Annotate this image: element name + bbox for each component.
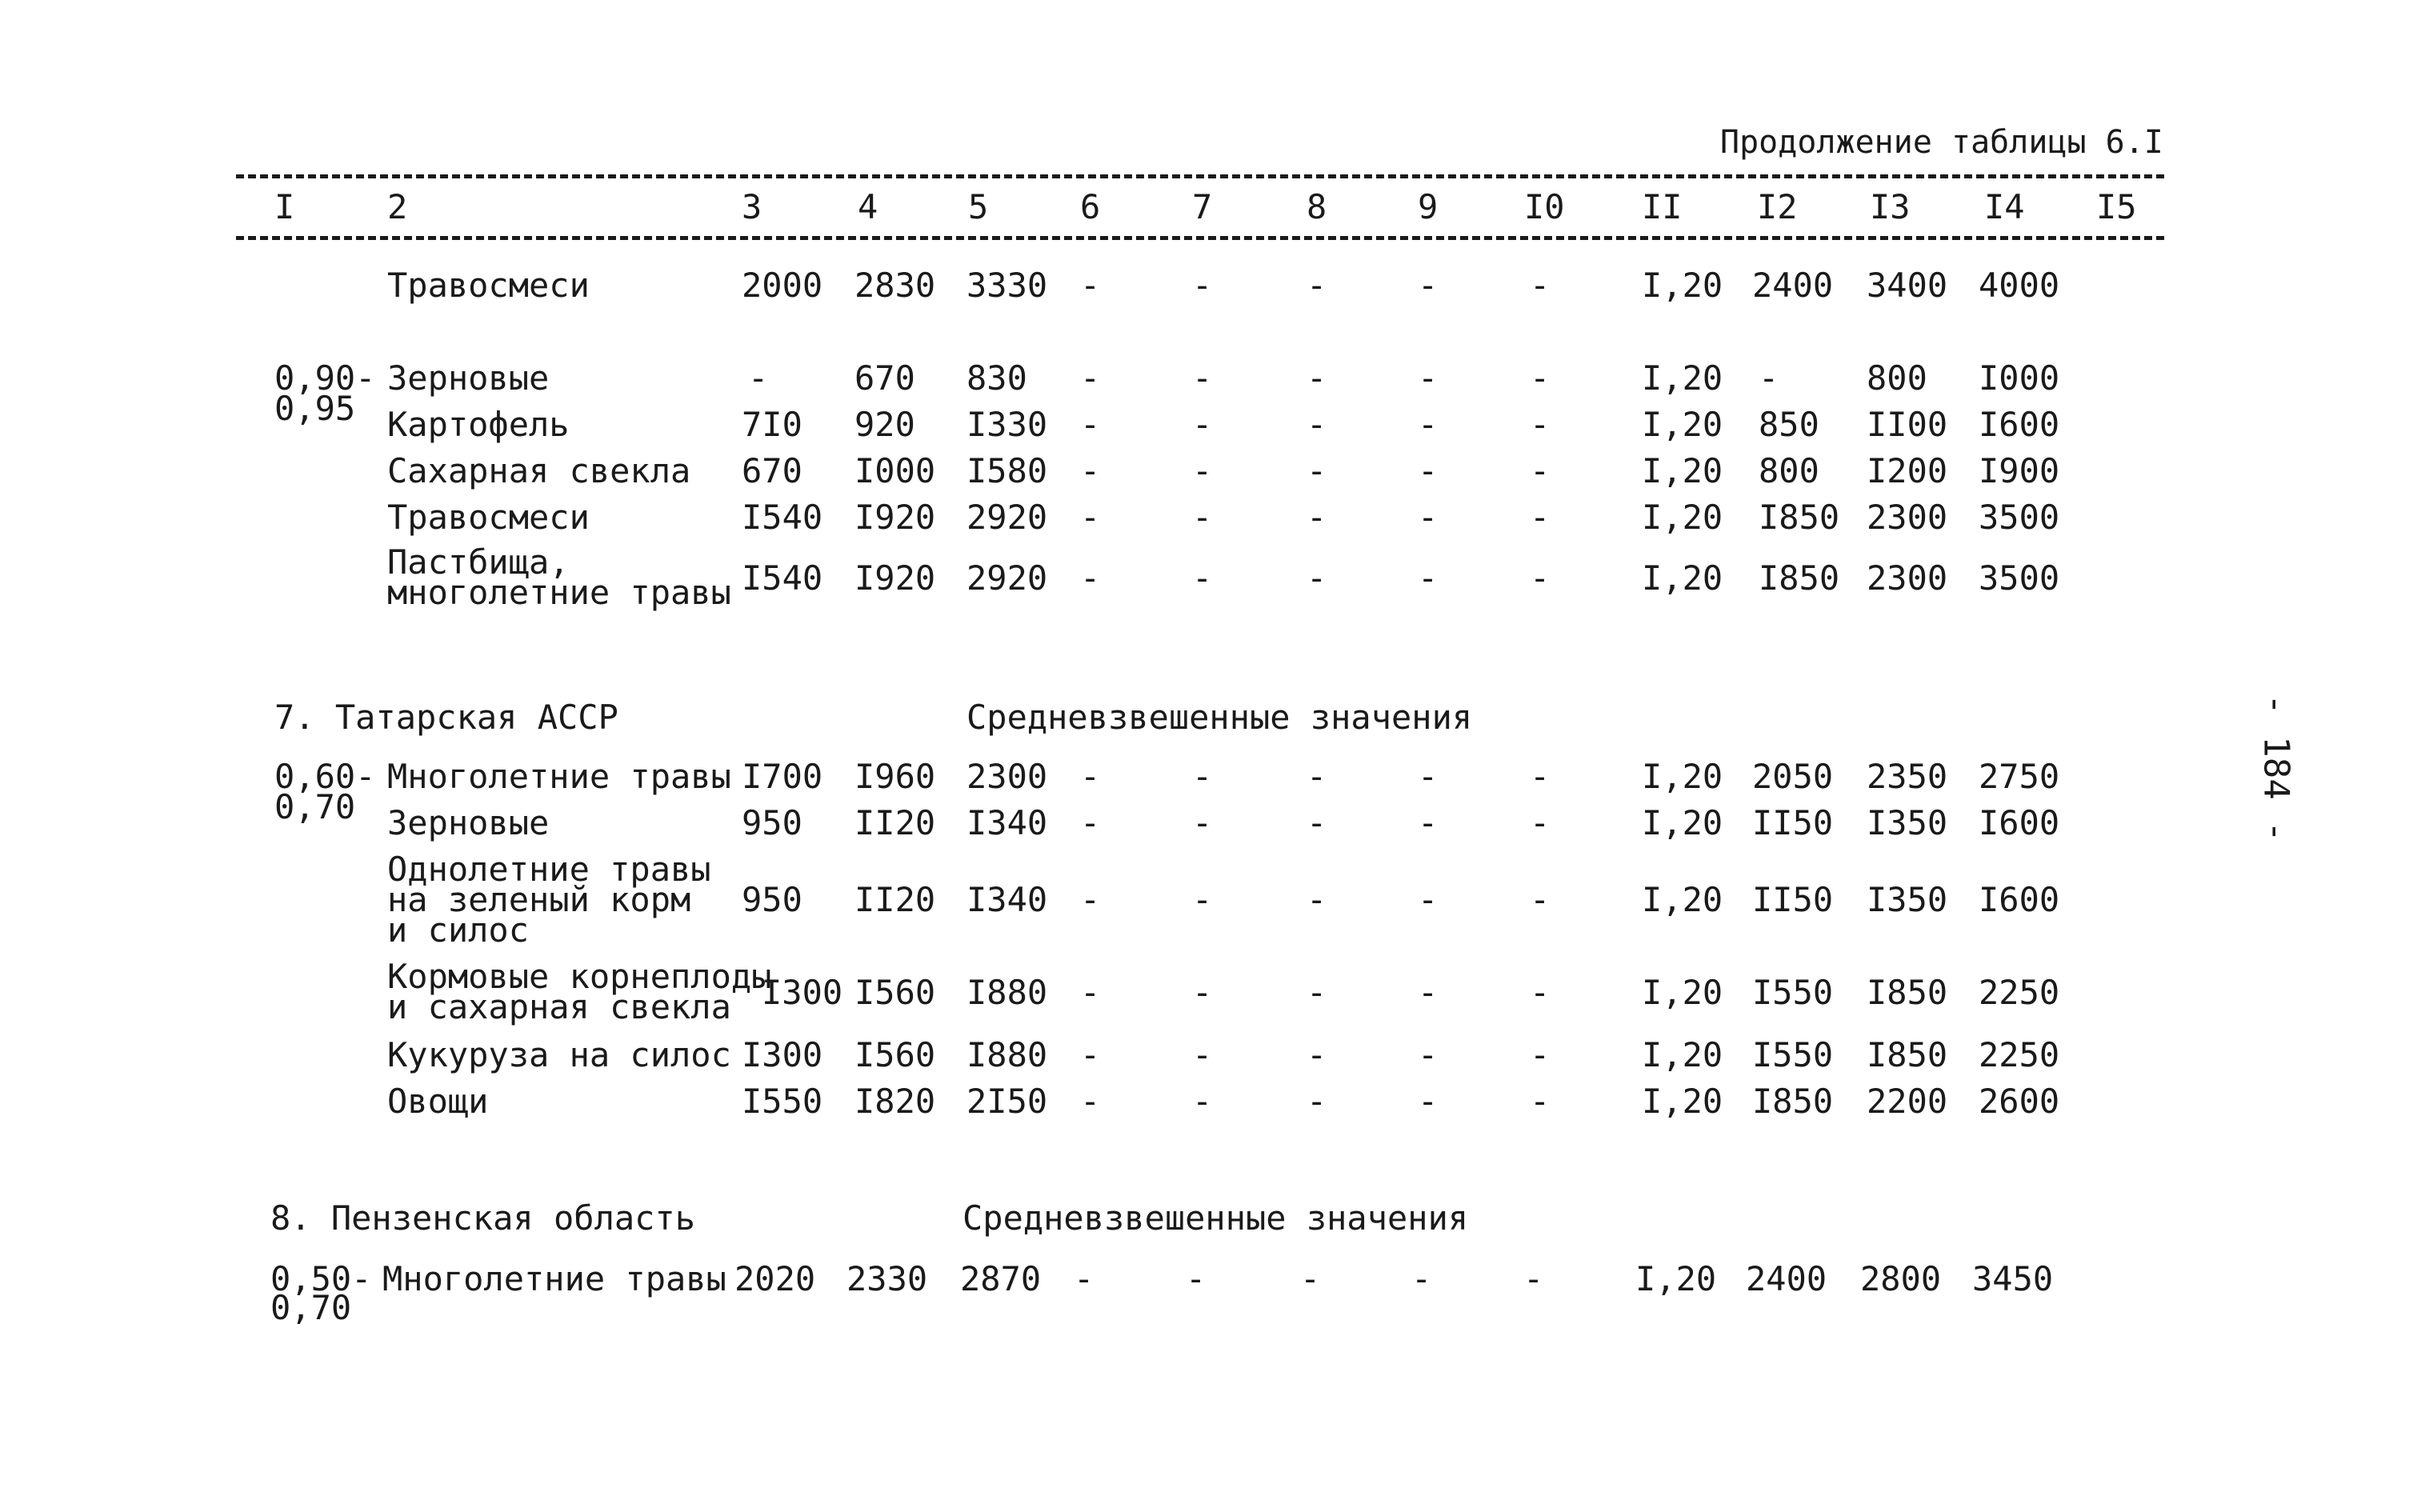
cell-c14: 2250 [1979, 973, 2060, 1012]
cell-c9: - [1418, 451, 1439, 490]
cell-c10: - [1530, 973, 1551, 1012]
row-name-line-2: на зеленый корм [387, 880, 691, 919]
cell-c7: - [1192, 451, 1213, 490]
cell-c13: I350 [1867, 880, 1948, 919]
cell-c7: - [1192, 558, 1213, 598]
row-name-line-1: Кормовые корнеплоды [387, 957, 772, 996]
cell-c5: 2300 [966, 757, 1048, 796]
cell-c5: I330 [966, 405, 1048, 444]
cell-c8: - [1307, 757, 1327, 796]
cell-c14: I900 [1979, 451, 2060, 490]
cell-c13: 2200 [1867, 1082, 1948, 1121]
cell-c4: I920 [854, 558, 936, 598]
row-name: Зерновые [387, 803, 550, 842]
col-header-6: 6 [1080, 187, 1101, 226]
cell-c7: - [1192, 1082, 1213, 1121]
cell-c8: - [1307, 880, 1327, 919]
cell-c8: - [1307, 498, 1327, 537]
cell-c14: I600 [1979, 803, 2060, 842]
cell-c10: - [1530, 803, 1551, 842]
cell-c5: 2920 [966, 558, 1048, 598]
cell-c10: - [1530, 1082, 1551, 1121]
col-header-2: 2 [387, 187, 408, 226]
cell-c8: - [1300, 1259, 1321, 1298]
cell-c5: I340 [966, 803, 1048, 842]
cell-c8: - [1307, 803, 1327, 842]
group-range-top: 0,50- [270, 1259, 372, 1298]
cell-c8: - [1307, 358, 1327, 398]
cell-c14: 2750 [1979, 757, 2060, 796]
cell-c4: I000 [854, 451, 936, 490]
cell-c3: 670 [742, 451, 802, 490]
cell-c7: - [1192, 405, 1213, 444]
cell-c5: I880 [966, 1035, 1048, 1074]
cell-c14: 3450 [1972, 1259, 2054, 1298]
header-bottom-rule [236, 236, 2164, 240]
row-name: Многолетние травы [387, 757, 731, 796]
group-range-top: 0,90- [274, 358, 376, 398]
cell-c13: 2800 [1860, 1259, 1942, 1298]
cell-c12: I850 [1752, 1082, 1834, 1121]
cell-c5: 2870 [960, 1259, 1042, 1298]
cell-c12: I850 [1759, 558, 1840, 598]
page-number-text: - 184 - [2255, 694, 2297, 842]
cell-c9: - [1418, 1035, 1439, 1074]
cell-c13: 2300 [1867, 498, 1948, 537]
cell-c11: I,20 [1642, 803, 1723, 842]
cell-c14: 3500 [1979, 498, 2060, 537]
cell-c6: - [1074, 1259, 1094, 1298]
cell-c4: I920 [854, 498, 936, 537]
cell-c9: - [1418, 266, 1439, 305]
cell-c13: II00 [1867, 405, 1948, 444]
cell-c5: I340 [966, 880, 1048, 919]
cell-c3: 2000 [742, 266, 823, 305]
cell-c10: - [1530, 405, 1551, 444]
cell-c7: - [1192, 358, 1213, 398]
cell-c11: I,20 [1642, 451, 1723, 490]
cell-c8: - [1307, 1082, 1327, 1121]
cell-c6: - [1080, 405, 1101, 444]
cell-c7: - [1192, 803, 1213, 842]
cell-c12: - [1759, 358, 1779, 398]
page-number [2252, 696, 2300, 840]
section-title: 8. Пензенская область [270, 1198, 696, 1238]
cell-c3: I550 [742, 1082, 823, 1121]
cell-c8: - [1307, 973, 1327, 1012]
cell-c13: I850 [1867, 1035, 1948, 1074]
cell-c12: II50 [1752, 803, 1834, 842]
cell-c4: I560 [854, 973, 936, 1012]
col-header-3: 3 [742, 187, 762, 226]
cell-c5: I880 [966, 973, 1048, 1012]
cell-c13: I350 [1867, 803, 1948, 842]
cell-c11: I,20 [1642, 405, 1723, 444]
cell-c9: - [1411, 1259, 1432, 1298]
cell-c3: I300 [762, 973, 843, 1012]
cell-c11: I,20 [1642, 1082, 1723, 1121]
cell-c3: - [748, 358, 769, 398]
cell-c12: 850 [1759, 405, 1819, 444]
cell-c3: I540 [742, 498, 823, 537]
cell-c12: 2400 [1746, 1259, 1827, 1298]
cell-c7: - [1192, 757, 1213, 796]
cell-c4: I960 [854, 757, 936, 796]
cell-c13: I850 [1867, 973, 1948, 1012]
cell-c13: 800 [1867, 358, 1927, 398]
col-header-10: I0 [1524, 187, 1565, 226]
cell-c7: - [1192, 880, 1213, 919]
row-name: Овощи [387, 1082, 489, 1121]
cell-c12: II50 [1752, 880, 1834, 919]
row-name-line-3: и силос [387, 910, 530, 950]
cell-c11: I,20 [1642, 1035, 1723, 1074]
cell-c5: I580 [966, 451, 1048, 490]
cell-c10: - [1530, 880, 1551, 919]
group-range-bottom: 0,70 [270, 1288, 352, 1327]
row-name-line-2: и сахарная свекла [387, 987, 731, 1026]
cell-c6: - [1080, 451, 1101, 490]
cell-c11: I,20 [1642, 757, 1723, 796]
col-header-9: 9 [1418, 187, 1439, 226]
group-range-bottom: 0,70 [274, 787, 356, 826]
col-header-11: II [1642, 187, 1683, 226]
group-range-top: 0,60- [274, 757, 376, 796]
cell-c9: - [1418, 880, 1439, 919]
cell-c3: 950 [742, 803, 802, 842]
cell-c11: I,20 [1642, 880, 1723, 919]
cell-c3: I540 [742, 558, 823, 598]
row-name-line-2: многолетние травы [387, 573, 731, 612]
cell-c5: 3330 [966, 266, 1048, 305]
row-name: Многолетние травы [382, 1259, 726, 1298]
cell-c14: I600 [1979, 880, 2060, 919]
cell-c6: - [1080, 358, 1101, 398]
cell-c10: - [1530, 451, 1551, 490]
cell-c10: - [1530, 266, 1551, 305]
row-name: Сахарная свекла [387, 451, 691, 490]
row-name: Кукуруза на силос [387, 1035, 731, 1074]
row-name: Травосмеси [387, 498, 590, 537]
cell-c14: I600 [1979, 405, 2060, 444]
cell-c13: I200 [1867, 451, 1948, 490]
col-header-14: I4 [1984, 187, 2025, 226]
cell-c11: I,20 [1642, 973, 1723, 1012]
cell-c9: - [1418, 803, 1439, 842]
cell-c9: - [1418, 973, 1439, 1012]
cell-c11: I,20 [1642, 358, 1723, 398]
cell-c5: 830 [966, 358, 1027, 398]
row-name-line-1: Пастбища, [387, 542, 570, 582]
cell-c4: I560 [854, 1035, 936, 1074]
cell-c4: 2830 [854, 266, 936, 305]
group-range-bottom: 0,95 [274, 389, 356, 428]
cell-c7: - [1192, 1035, 1213, 1074]
cell-c8: - [1307, 266, 1327, 305]
cell-c6: - [1080, 880, 1101, 919]
cell-c7: - [1186, 1259, 1207, 1298]
cell-c6: - [1080, 266, 1101, 305]
cell-c4: II20 [854, 803, 936, 842]
row-name: Травосмеси [387, 266, 590, 305]
cell-c13: 2300 [1867, 558, 1948, 598]
cell-c10: - [1530, 558, 1551, 598]
cell-c13: 2350 [1867, 757, 1948, 796]
row-name: Зерновые [387, 358, 550, 398]
cell-c6: - [1080, 1082, 1101, 1121]
cell-c3: 7I0 [742, 405, 802, 444]
col-header-7: 7 [1192, 187, 1213, 226]
cell-c10: - [1523, 1259, 1544, 1298]
cell-c5: 2920 [966, 498, 1048, 537]
cell-c4: 920 [854, 405, 915, 444]
cell-c6: - [1080, 558, 1101, 598]
cell-c6: - [1080, 973, 1101, 1012]
cell-c11: I,20 [1642, 498, 1723, 537]
cell-c7: - [1192, 973, 1213, 1012]
cell-c14: 2250 [1979, 1035, 2060, 1074]
cell-c14: 4000 [1979, 266, 2060, 305]
cell-c8: - [1307, 451, 1327, 490]
col-header-4: 4 [858, 187, 878, 226]
cell-c6: - [1080, 803, 1101, 842]
cell-c12: 2050 [1752, 757, 1834, 796]
col-header-15: I5 [2096, 187, 2137, 226]
cell-c12: 2400 [1752, 266, 1834, 305]
cell-c8: - [1307, 1035, 1327, 1074]
section-subtitle: Средневзвешенные значения [966, 698, 1473, 737]
cell-c4: 2330 [846, 1259, 928, 1298]
cell-c6: - [1080, 1035, 1101, 1074]
cell-c9: - [1418, 558, 1439, 598]
cell-c11: I,20 [1642, 558, 1723, 598]
cell-c11: I,20 [1635, 1259, 1717, 1298]
cell-c3: I300 [742, 1035, 823, 1074]
cell-c9: - [1418, 757, 1439, 796]
cell-c6: - [1080, 498, 1101, 537]
cell-c12: I550 [1752, 1035, 1834, 1074]
cell-c4: 670 [854, 358, 915, 398]
cell-c8: - [1307, 558, 1327, 598]
cell-c12: I550 [1752, 973, 1834, 1012]
col-header-8: 8 [1307, 187, 1327, 226]
cell-c12: 800 [1759, 451, 1819, 490]
section-title: 7. Татарская АССР [274, 698, 618, 737]
cell-c13: 3400 [1867, 266, 1948, 305]
cell-c14: I000 [1979, 358, 2060, 398]
col-header-5: 5 [968, 187, 989, 226]
cell-c14: 3500 [1979, 558, 2060, 598]
col-header-13: I3 [1870, 187, 1911, 226]
col-header-1: I [274, 187, 295, 226]
cell-c4: I820 [854, 1082, 936, 1121]
cell-c10: - [1530, 498, 1551, 537]
cell-c9: - [1418, 358, 1439, 398]
cell-c5: 2I50 [966, 1082, 1048, 1121]
col-header-12: I2 [1757, 187, 1798, 226]
cell-c10: - [1530, 358, 1551, 398]
cell-c10: - [1530, 757, 1551, 796]
cell-c14: 2600 [1979, 1082, 2060, 1121]
header-top-rule [236, 174, 2164, 178]
cell-c9: - [1418, 405, 1439, 444]
cell-c11: I,20 [1642, 266, 1723, 305]
cell-c3: 2020 [734, 1259, 816, 1298]
section-subtitle: Средневзвешенные значения [962, 1198, 1469, 1238]
row-name-line-1: Однолетние травы [387, 850, 711, 889]
cell-c9: - [1418, 498, 1439, 537]
cell-c7: - [1192, 266, 1213, 305]
continuation-title: Продолжение таблицы 6.I [1720, 124, 2163, 161]
cell-c8: - [1307, 405, 1327, 444]
cell-c12: I850 [1759, 498, 1840, 537]
row-name: Картофель [387, 405, 570, 444]
cell-c6: - [1080, 757, 1101, 796]
cell-c3: I700 [742, 757, 823, 796]
cell-c4: II20 [854, 880, 936, 919]
cell-c9: - [1418, 1082, 1439, 1121]
cell-c7: - [1192, 498, 1213, 537]
cell-c10: - [1530, 1035, 1551, 1074]
cell-c3: 950 [742, 880, 802, 919]
